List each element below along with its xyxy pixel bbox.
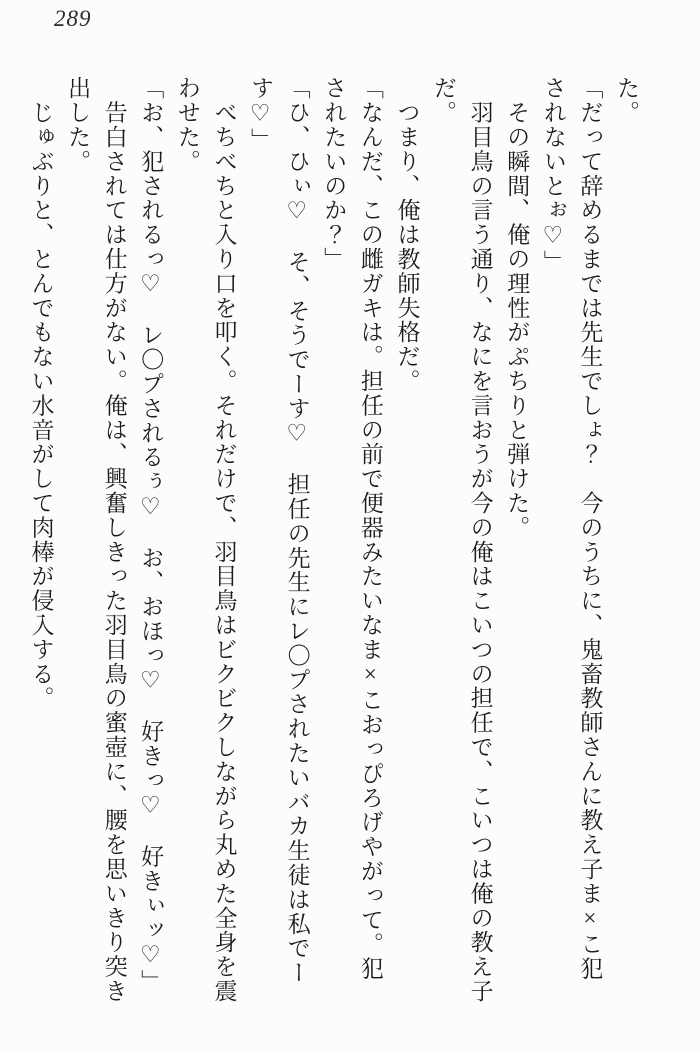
paragraph-6: 「ひ、ひぃ♡ そ、そうでーす♡ 担任の先生にレ〇プされたいバカ生徒は私でーす♡」 (248, 76, 310, 985)
paragraph-2: その瞬間、俺の理性がぷちりと弾けた。 (504, 76, 530, 540)
paragraph-1: 「だって辞めるまでは先生でしょ？ 今のうちに、鬼畜教師さんに教え子ま×こ犯されないとぉ♡」 (540, 76, 603, 981)
novel-page-text (22, 76, 644, 1004)
paragraph-0: た。 (614, 76, 639, 125)
paragraph-10: じゅぶりと、とんでもない水音がして肉棒が侵入する。 (28, 76, 54, 711)
page-number: 289 (54, 6, 92, 31)
paragraph-3: 羽目鳥の言う通り、なにを言おうが今の俺はこいつの担任で、こいつは俺の教え子だ。 (431, 76, 493, 1004)
paragraph-7: べちべちと入り口を叩く。それだけで、羽目鳥はビクビクしながら丸めた全身を震わせた。 (174, 76, 237, 1004)
paragraph-8: 「お、犯されるっ♡ レ〇プされるぅ♡ お、おほっ♡ 好きっ♡ 好きぃッ♡」 (138, 76, 164, 994)
paragraph-5: 「なんだ、この雌ガキは。担任の前で便器みたいなま×こおっぴろげやがって。犯されたいのか？」 (321, 76, 383, 981)
paragraph-9: 告白されては仕方がない。俺は、興奮しきった羽目鳥の蜜壺に、腰を思いきり突き出した。 (65, 76, 127, 1004)
paragraph-4: つまり、俺は教師失格だ。 (394, 76, 420, 394)
